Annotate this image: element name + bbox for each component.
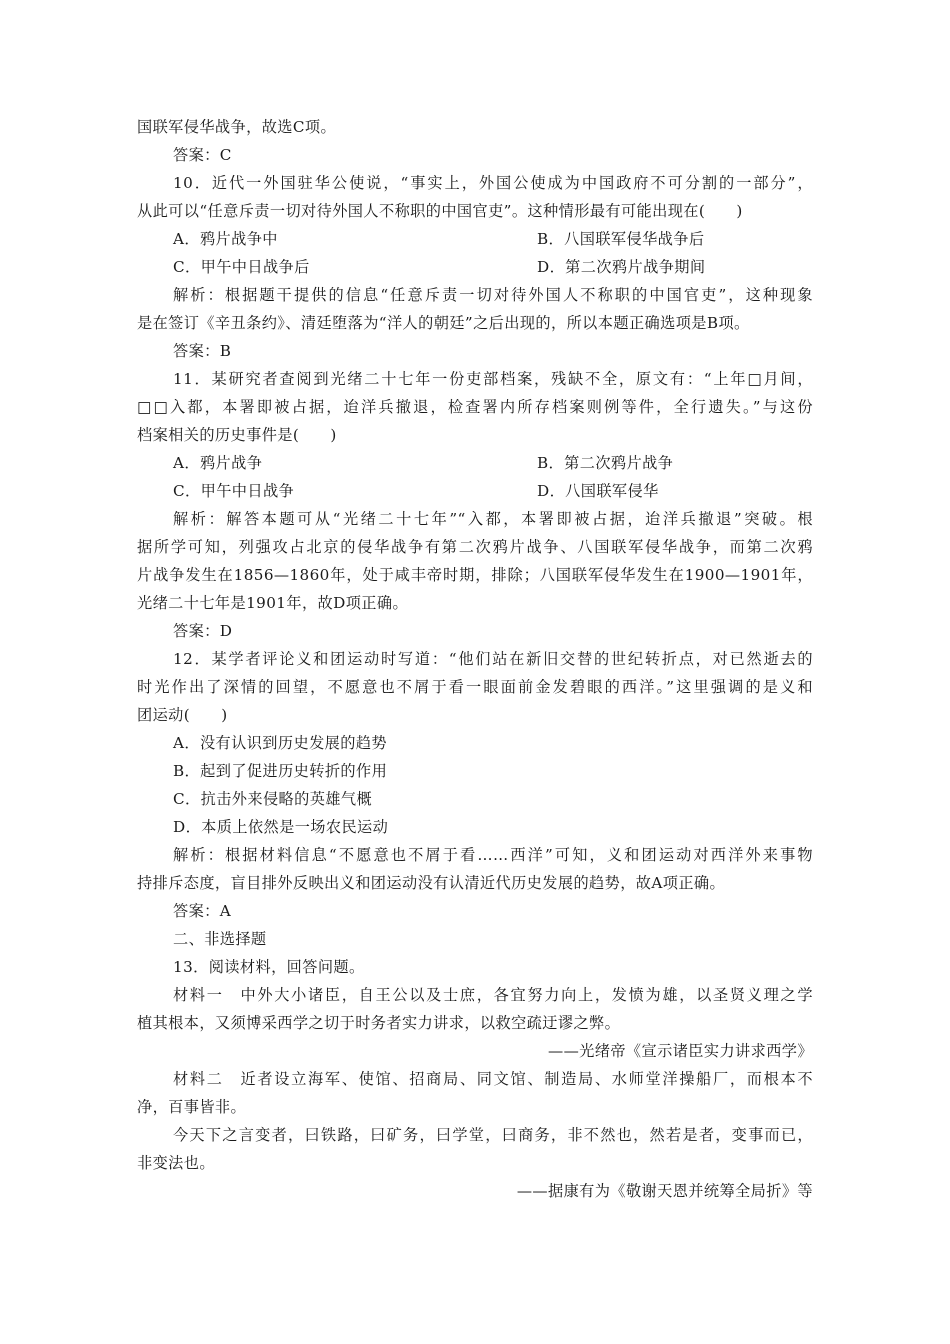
question-13-stem: 13．阅读材料，回答问题。 — [173, 958, 365, 976]
material-2-source: ——据康有为《敬谢天恩并统筹全局折》等 — [516, 1182, 813, 1200]
explanation-line: 解析：根据题干提供的信息“任意斥责一切对待外国人不称职的中国官吏”，这种现象 — [173, 286, 813, 304]
answer-line: 答案：A — [173, 902, 232, 920]
question-10-stem: 从此可以“任意斥责一切对待外国人不称职的中国官吏”。这种情形最有可能出现在( ) — [137, 202, 743, 220]
option-a: A．鸦片战争 — [173, 454, 263, 472]
option-b: B．八国联军侵华战争后 — [537, 230, 705, 248]
answer-line: 答案：B — [173, 342, 232, 360]
material-1-line: 植其根本，又须博采西学之切于时务者实力讲求，以救空疏迂谬之弊。 — [137, 1014, 621, 1032]
option-b: B．第二次鸦片战争 — [537, 454, 674, 472]
question-11-options — [137, 449, 813, 477]
option-a: A．没有认识到历史发展的趋势 — [173, 734, 388, 752]
question-10-options — [137, 253, 813, 281]
question-12-stem: 团运动( ) — [137, 706, 228, 724]
text-line: 国联军侵华战争，故选C项。 — [137, 118, 337, 136]
option-d: D．第二次鸦片战争期间 — [537, 258, 706, 276]
material-2-line: 净，百事皆非。 — [137, 1098, 247, 1116]
explanation-line: 据所学可知，列强攻占北京的侵华战争有第二次鸦片战争、八国联军侵华战争，而第二次鸦 — [137, 538, 813, 556]
answer-line: 答案：C — [173, 146, 232, 164]
question-12-stem: 12．某学者评论义和团运动时写道：“他们站在新旧交替的世纪转折点，对已然逝去的 — [173, 650, 813, 668]
material-1-line: 材料一 中外大小诸臣，自王公以及士庶，各宜努力向上，发愤为雄，以圣贤义理之学 — [173, 986, 813, 1004]
explanation-line: 解析：解答本题可从“光绪二十七年”“入都，本署即被占据，迨洋兵撤退”突破。根 — [173, 510, 813, 528]
question-12-stem: 时光作出了深情的回望，不愿意也不屑于看一眼面前金发碧眼的西洋。”这里强调的是义和 — [137, 678, 813, 696]
option-b: B．起到了促进历史转折的作用 — [173, 762, 388, 780]
question-10-options — [137, 225, 813, 253]
option-a: A．鸦片战争中 — [173, 230, 278, 248]
option-c: C．甲午中日战争 — [173, 482, 295, 500]
option-d: D．本质上依然是一场农民运动 — [173, 818, 389, 836]
option-c: C．抗击外来侵略的英雄气概 — [173, 790, 373, 808]
explanation-line: 持排斥态度，盲目排外反映出义和团运动没有认清近代历史发展的趋势，故A项正确。 — [137, 874, 726, 892]
section-heading: 二、非选择题 — [173, 930, 267, 948]
question-11-stem: □□入都，本署即被占据，迨洋兵撤退，检查署内所存档案则例等件，全行遗失。”与这份 — [137, 398, 813, 416]
explanation-line: 片战争发生在1856—1860年，处于咸丰帝时期，排除；八国联军侵华发生在1900—1901年， — [137, 566, 813, 584]
option-d: D．八国联军侵华 — [537, 482, 659, 500]
document-page — [137, 113, 813, 1205]
explanation-line: 解析：根据材料信息“不愿意也不屑于看……西洋”可知，义和团运动对西洋外来事物 — [173, 846, 813, 864]
question-10-stem: 10．近代一外国驻华公使说，“事实上，外国公使成为中国政府不可分割的一部分”， — [173, 174, 813, 192]
material-2-line: 材料二 近者设立海军、使馆、招商局、同文馆、制造局、水师堂洋操船厂，而根本不 — [173, 1070, 813, 1088]
question-11-options — [137, 477, 813, 505]
material-2-line: 非变法也。 — [137, 1154, 215, 1172]
question-11-stem: 11．某研究者查阅到光绪二十七年一份吏部档案，残缺不全，原文有：“上年□月间， — [173, 370, 813, 388]
material-2-line: 今天下之言变者，曰铁路，曰矿务，曰学堂，曰商务，非不然也，然若是者，变事而已， — [173, 1126, 813, 1144]
explanation-line: 是在签订《辛丑条约》、清廷堕落为“洋人的朝廷”之后出现的，所以本题正确选项是B项。 — [137, 314, 750, 332]
explanation-line: 光绪二十七年是1901年，故D项正确。 — [137, 594, 409, 612]
question-11-stem: 档案相关的历史事件是( ) — [137, 426, 337, 444]
answer-line: 答案：D — [173, 622, 233, 640]
material-1-source: ——光绪帝《宣示诸臣实力讲求西学》 — [548, 1042, 813, 1060]
option-c: C．甲午中日战争后 — [173, 258, 310, 276]
